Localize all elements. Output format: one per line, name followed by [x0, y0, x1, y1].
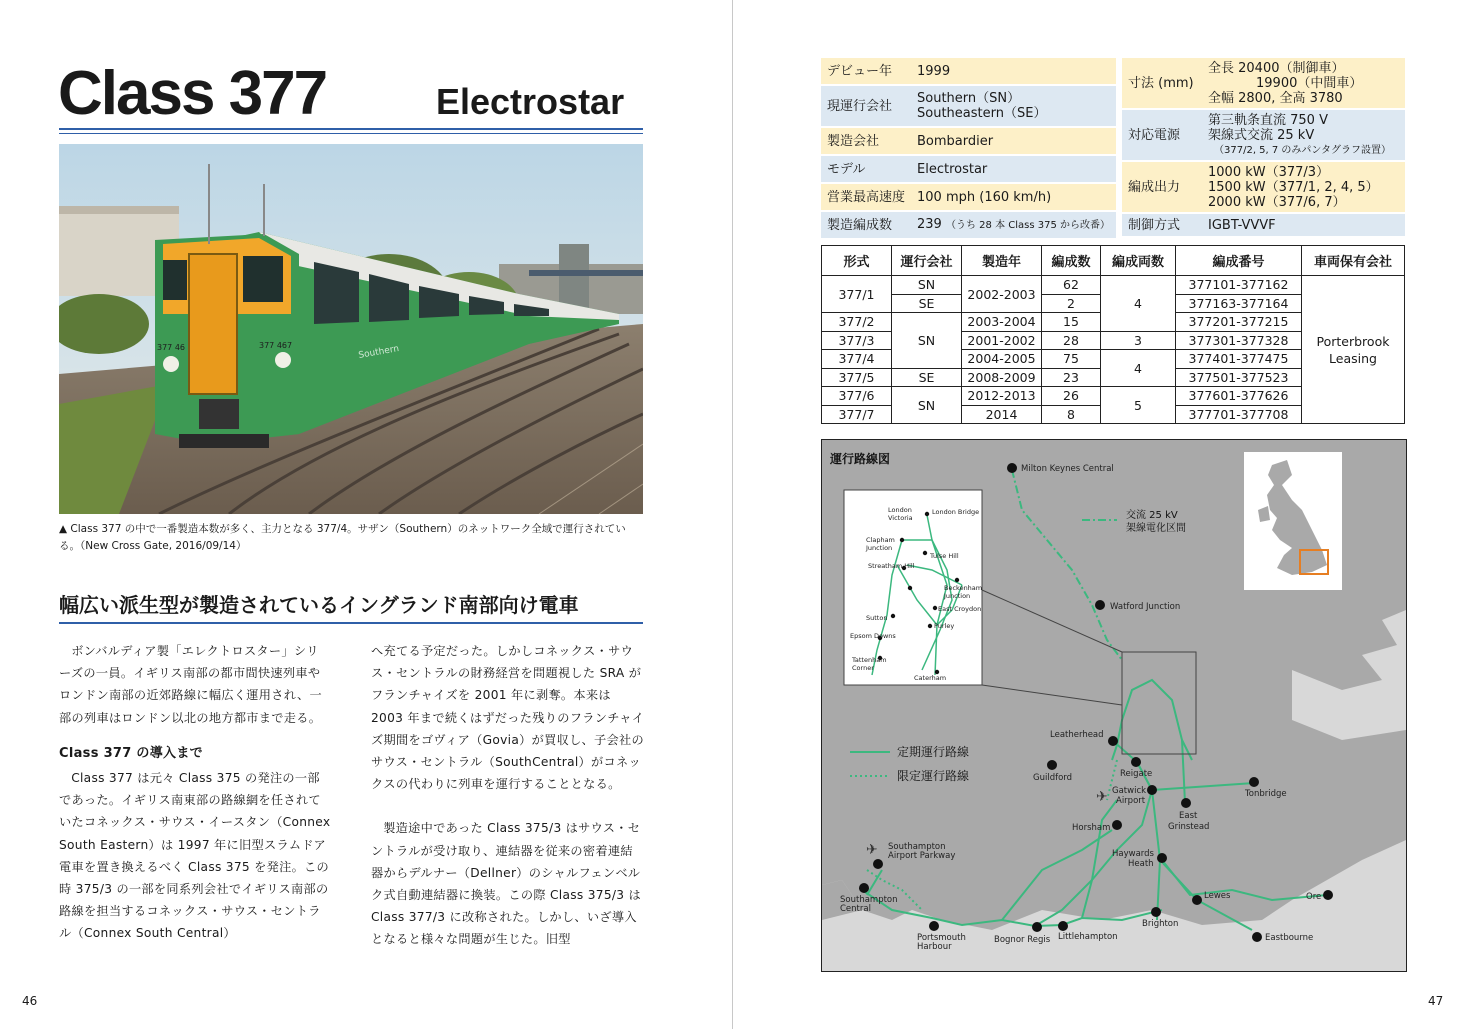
title-rule — [59, 128, 643, 130]
spec-row — [821, 58, 1116, 84]
spec-value-line: 1000 kW（377/3） — [1208, 164, 1330, 180]
spec-value-line: Southeastern（SE） — [917, 106, 1047, 121]
table-header: 車両保有会社 — [1302, 246, 1405, 276]
spec-value-note: （うち 28 本 Class 375 から改番） — [945, 220, 1110, 231]
table-row — [822, 276, 1405, 295]
cell-owner — [1302, 276, 1405, 424]
text-column-2 — [371, 640, 645, 951]
page-number-right: 47 — [1428, 994, 1444, 1008]
spec-value-note: （377/2, 5, 7 のみパンタグラフ設置） — [1214, 144, 1392, 156]
spec-value-line: 19900（中間車） — [1256, 75, 1363, 91]
inset-label: Sutton — [866, 614, 888, 622]
spec-value — [1202, 110, 1405, 160]
inset-label: Caterham — [914, 674, 947, 682]
spec-row — [821, 184, 1116, 210]
table-header: 編成番号 — [1176, 246, 1302, 276]
cell-count: 28 — [1042, 331, 1101, 350]
inset-label: Victoria — [888, 514, 913, 522]
inset-label: London Bridge — [932, 508, 980, 516]
station-label: Watford Junction — [1110, 602, 1181, 612]
subheading: Class 377 の導入まで — [59, 745, 203, 761]
legend-limited-label: 限定運行路線 — [897, 769, 970, 783]
spec-label: 対応電源 — [1122, 110, 1202, 160]
spec-row — [1122, 58, 1405, 108]
cell-form: 377/2 — [822, 313, 892, 332]
page-spine — [732, 0, 733, 1029]
station-label: Harbour — [917, 942, 952, 952]
station-label: Brighton — [1142, 919, 1179, 929]
inset-label: Streatham Hill — [868, 562, 915, 570]
train-photo-image — [59, 144, 643, 514]
cell-number: 377601-377626 — [1176, 387, 1302, 406]
station-label: Portsmouth — [917, 933, 966, 943]
spec-label: 製造編成数 — [821, 212, 911, 238]
map-title: 運行路線図 — [830, 452, 891, 466]
cell-number: 377163-377164 — [1176, 294, 1302, 313]
cell-cars: 4 — [1101, 350, 1176, 387]
heading-rule — [59, 622, 643, 624]
cell-cars: 4 — [1101, 276, 1176, 332]
cell-number: 377301-377328 — [1176, 331, 1302, 350]
spec-value-line: 第三軌条直流 750 V — [1208, 112, 1328, 128]
legend-ac-label: 架線電化区間 — [1126, 523, 1186, 534]
cell-cars: 5 — [1101, 387, 1176, 424]
spec-row — [1122, 110, 1405, 160]
spec-value — [911, 212, 1116, 238]
cell-year: 2008-2009 — [962, 368, 1042, 387]
table-header: 編成数 — [1042, 246, 1101, 276]
inset-label: Epsom Downs — [850, 632, 896, 640]
inset-label: Junction — [944, 592, 971, 600]
cell-form: 377/5 — [822, 368, 892, 387]
cell-number: 377101-377162 — [1176, 276, 1302, 295]
title-rule-thin — [59, 133, 643, 134]
cell-number: 377701-377708 — [1176, 405, 1302, 424]
body-paragraph: Class 377 は元々 Class 375 の発注の一部であった。イギリス南東部の路線網を任されていたコネックス・サウス・イースタン（Connex South Eastern）は 1997 年に旧型スラムドア電車を置き換えるべく Class 375 を発注。この時 375/3 の一部を同系列会社でイギリス南部の路線を担当するコネックス・サウス・セントラル（Connex South Central） — [59, 771, 331, 941]
airplane-icon: ✈ — [866, 842, 878, 858]
unit-number-label: 377 467 — [259, 341, 293, 350]
spec-label: 営業最高速度 — [821, 184, 911, 210]
cell-operator: SN — [892, 387, 962, 424]
cell-operator: SE — [892, 368, 962, 387]
cell-form: 377/6 — [822, 387, 892, 406]
station-label: Horsham — [1072, 823, 1111, 833]
spec-value — [1202, 162, 1405, 212]
spec-label: デビュー年 — [821, 58, 911, 84]
airplane-icon: ✈ — [1096, 789, 1108, 805]
table-header: 編成両数 — [1101, 246, 1176, 276]
station-label: Grinstead — [1168, 822, 1210, 832]
station-label: Ore — [1306, 892, 1322, 902]
page-subtitle: Electrostar — [436, 81, 625, 122]
station-label: Airport — [1116, 796, 1146, 806]
cell-count: 62 — [1042, 276, 1101, 295]
cell-number: 377401-377475 — [1176, 350, 1302, 369]
station-label: Bognor Regis — [994, 935, 1051, 945]
spec-label: 製造会社 — [821, 128, 911, 154]
station-label: Guildford — [1033, 773, 1073, 783]
cell-cars: 3 — [1101, 331, 1176, 350]
spec-row — [821, 86, 1116, 126]
station-label: Heath — [1128, 859, 1154, 869]
owner-line: Porterbrook — [1316, 333, 1390, 349]
station-label: Southampton — [840, 895, 898, 905]
spec-row — [1122, 162, 1405, 212]
unit-number-label: 377 46 — [157, 343, 185, 352]
inset-label: Beckenham — [944, 584, 983, 592]
spec-value-line: 全長 20400（制御車） — [1208, 60, 1345, 76]
cell-form: 377/7 — [822, 405, 892, 424]
body-paragraph: へ充てる予定だった。しかしコネックス・サウス・セントラルの財務経営を問題視した SRA がフランチャイズを 2001 年に剥奪。本来は 2003 年まで続くはずだった残りのフランチャイズ期間をゴヴィア（Govia）が買収し、子会社のサウス・セントラル（SouthCentral）がコネックスの代わりに列車を運行することとなる。 — [371, 644, 645, 792]
section-heading: 幅広い派生型が製造されているイングランド南部向け電車 — [59, 593, 579, 617]
route-map — [821, 439, 1407, 972]
body-paragraph: 製造途中であった Class 375/3 はサウス・セントラルが受け取り、連結器を従来の密着連結器からデルナー（Dellner）のシャルフェンベルク式自動連結器に換装。この際 Class 375/3 は Class 377/3 に改称された。しかし、いざ導入となると様々な問題が生じた。旧型 — [371, 821, 642, 947]
cell-number: 377501-377523 — [1176, 368, 1302, 387]
cell-operator: SN — [892, 313, 962, 369]
spec-value: IGBT-VVVF — [1202, 214, 1405, 236]
table-header-row — [822, 246, 1405, 276]
cell-operator: SN — [892, 276, 962, 295]
owner-line: Leasing — [1329, 350, 1377, 366]
page-number-left: 46 — [22, 994, 38, 1008]
inset-label: Junction — [866, 544, 893, 552]
legend-ac-label: 交流 25 kV — [1126, 510, 1178, 521]
spec-value: Bombardier — [911, 128, 1116, 154]
train-photo — [59, 144, 643, 514]
spec-row — [821, 212, 1116, 238]
inset-label: London — [888, 506, 912, 514]
text-column-1 — [59, 640, 331, 945]
cell-form: 377/3 — [822, 331, 892, 350]
spec-label: 現運行会社 — [821, 86, 911, 126]
station-label: Haywards — [1112, 849, 1154, 859]
spec-table-left — [821, 56, 1116, 240]
spec-label: 寸法 (mm) — [1122, 58, 1202, 108]
station-label: Leatherhead — [1050, 730, 1104, 740]
cell-operator: SE — [892, 294, 962, 313]
spec-label: 編成出力 — [1122, 162, 1202, 212]
station-label: East — [1179, 811, 1198, 821]
spec-row — [821, 156, 1116, 182]
station-label: Littlehampton — [1058, 932, 1118, 942]
inset-label: Purley — [934, 622, 955, 630]
station-label: Tonbridge — [1245, 789, 1287, 799]
legend-regular-label: 定期運行路線 — [897, 745, 970, 759]
table-header: 形式 — [822, 246, 892, 276]
cell-year: 2004-2005 — [962, 350, 1042, 369]
spec-value: 1999 — [911, 58, 1116, 84]
cell-count: 75 — [1042, 350, 1101, 369]
spec-value — [911, 86, 1116, 126]
station-label: Southampton — [888, 842, 946, 852]
table-header: 運行会社 — [892, 246, 962, 276]
spec-label: 制御方式 — [1122, 214, 1202, 236]
inset-label: Tulse Hill — [930, 552, 959, 560]
table-header: 製造年 — [962, 246, 1042, 276]
spec-value-line: 架線式交流 25 kV — [1208, 127, 1315, 143]
cell-year: 2002-2003 — [962, 276, 1042, 313]
cell-count: 23 — [1042, 368, 1101, 387]
inset-label: Clapham — [866, 536, 895, 544]
cell-count: 2 — [1042, 294, 1101, 313]
cell-year: 2001-2002 — [962, 331, 1042, 350]
spec-value: Electrostar — [911, 156, 1116, 182]
inset-label: Corner — [852, 664, 874, 672]
cell-year: 2014 — [962, 405, 1042, 424]
spec-value-line: 1500 kW（377/1, 2, 4, 5） — [1208, 179, 1379, 195]
spec-value-line: 2000 kW（377/6, 7） — [1208, 194, 1346, 210]
inset-label: East Croydon — [938, 605, 982, 613]
cell-year: 2012-2013 — [962, 387, 1042, 406]
spec-value: 100 mph (160 km/h) — [911, 184, 1116, 210]
spec-label: モデル — [821, 156, 911, 182]
route-map-canvas — [822, 440, 1406, 971]
formation-table — [821, 245, 1405, 424]
station-label: Reigate — [1120, 769, 1153, 779]
spec-table-right — [1122, 56, 1405, 238]
station-label: Gatwick — [1112, 786, 1147, 796]
cell-form: 377/4 — [822, 350, 892, 369]
station-label: Milton Keynes Central — [1021, 464, 1114, 474]
cell-count: 15 — [1042, 313, 1101, 332]
cell-number: 377201-377215 — [1176, 313, 1302, 332]
station-label: Eastbourne — [1265, 933, 1314, 943]
livery-text: Southern — [357, 343, 400, 361]
station-label: Central — [840, 904, 871, 914]
body-paragraph: ボンバルディア製「エレクトロスター」シリーズの一員。イギリス南部の都市間快速列車やロンドン南部の近郊路線に幅広く運用され、一部の列車はロンドン以北の地方都市まで走る。 — [59, 644, 322, 725]
photo-caption: ▲ Class 377 の中で一番製造本数が多く、主力となる 377/4。サザン（Southern）のネットワーク全域で運行されている。（New Cross Gate, 2016/09/14） — [59, 523, 626, 552]
station-label: Lewes — [1204, 891, 1231, 901]
spec-row — [1122, 214, 1405, 236]
spec-value-line: 全幅 2800, 全高 3780 — [1208, 90, 1343, 106]
cell-form: 377/1 — [822, 276, 892, 313]
spec-value-line: Southern（SN） — [917, 91, 1021, 106]
spec-value-main: 239 — [917, 217, 942, 232]
page-title: Class 377 — [58, 59, 327, 128]
cell-count: 8 — [1042, 405, 1101, 424]
cell-count: 26 — [1042, 387, 1101, 406]
spec-value — [1202, 58, 1405, 108]
station-label: Airport Parkway — [888, 851, 956, 861]
inset-label: Tattenham — [852, 656, 887, 664]
spec-row — [821, 128, 1116, 154]
cell-year: 2003-2004 — [962, 313, 1042, 332]
